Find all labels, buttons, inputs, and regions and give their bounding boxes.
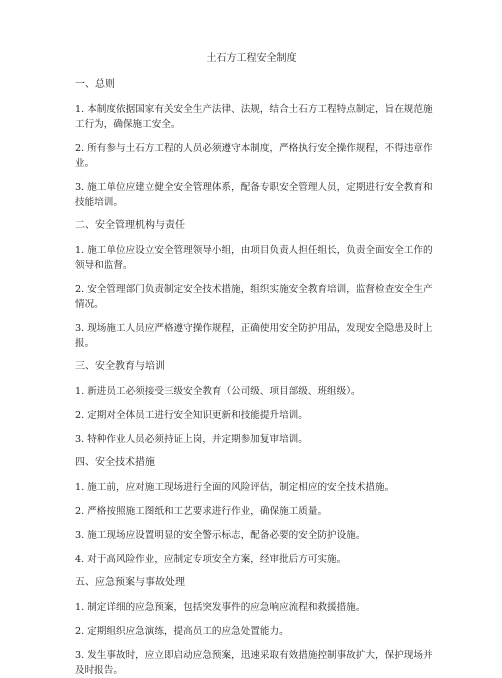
paragraph: 1. 施工单位应设立安全管理领导小组，由项目负责人担任组长，负责全面安全工作的领导和监督。 bbox=[75, 245, 433, 271]
paragraph: 4. 对于高风险作业，应制定专项安全方案，经审批后方可实施。 bbox=[75, 554, 347, 565]
paragraph: 1. 新进员工必须接受三级安全教育（公司级、项目部级、班组级）。 bbox=[75, 386, 361, 397]
section-heading: 一、总则 bbox=[75, 79, 115, 90]
section-organization bbox=[75, 219, 442, 351]
section-technical-measures bbox=[75, 456, 442, 567]
section-heading: 四、安全技术措施 bbox=[75, 457, 155, 468]
paragraph: 2. 安全管理部门负责制定安全技术措施，组织实施安全教育培训，监督检查安全生产情况。 bbox=[75, 284, 433, 310]
section-general bbox=[75, 78, 442, 210]
section-heading: 五、应急预案与事故处理 bbox=[75, 577, 185, 588]
paragraph: 2. 定期组织应急演练，提高员工的应急处置能力。 bbox=[75, 626, 289, 637]
section-heading: 二、安全管理机构与责任 bbox=[75, 220, 185, 231]
document-title: 土石方工程安全制度 bbox=[206, 53, 297, 64]
section-heading: 三、安全教育与培训 bbox=[75, 361, 165, 372]
paragraph: 1. 施工前，应对施工现场进行全面的风险评估，制定相应的安全技术措施。 bbox=[75, 482, 395, 493]
paragraph: 2. 定期对全体员工进行安全知识更新和技能提升培训。 bbox=[75, 410, 308, 421]
section-training bbox=[75, 360, 442, 447]
paragraph: 3. 施工现场应设置明显的安全警示标志，配备必要的安全防护设施。 bbox=[75, 530, 366, 541]
paragraph: 3. 特种作业人员必须持证上岗，并定期参加复审培训。 bbox=[75, 434, 308, 445]
paragraph: 1. 本制度依据国家有关安全生产法律、法规，结合土石方工程特点制定，旨在规范施工行为，确保施工安全。 bbox=[75, 104, 433, 130]
paragraph: 1. 制定详细的应急预案，包括突发事件的应急响应流程和救援措施。 bbox=[75, 602, 366, 613]
paragraph: 2. 所有参与土石方工程的人员必须遵守本制度，严格执行安全操作规程，不得违章作业。 bbox=[75, 143, 433, 169]
paragraph: 3. 发生事故时，应立即启动应急预案，迅速采取有效措施控制事故扩大，保护现场并及时报告。 bbox=[75, 650, 433, 676]
section-emergency bbox=[75, 576, 442, 678]
paragraph: 2. 严格按照施工图纸和工艺要求进行作业，确保施工质量。 bbox=[75, 506, 328, 517]
paragraph: 3. 施工单位应建立健全安全管理体系，配备专职安全管理人员，定期进行安全教育和技能培训。 bbox=[75, 182, 433, 208]
paragraph: 3. 现场施工人员应严格遵守操作规程，正确使用安全防护用品，发现安全隐患及时上报。 bbox=[75, 323, 433, 349]
